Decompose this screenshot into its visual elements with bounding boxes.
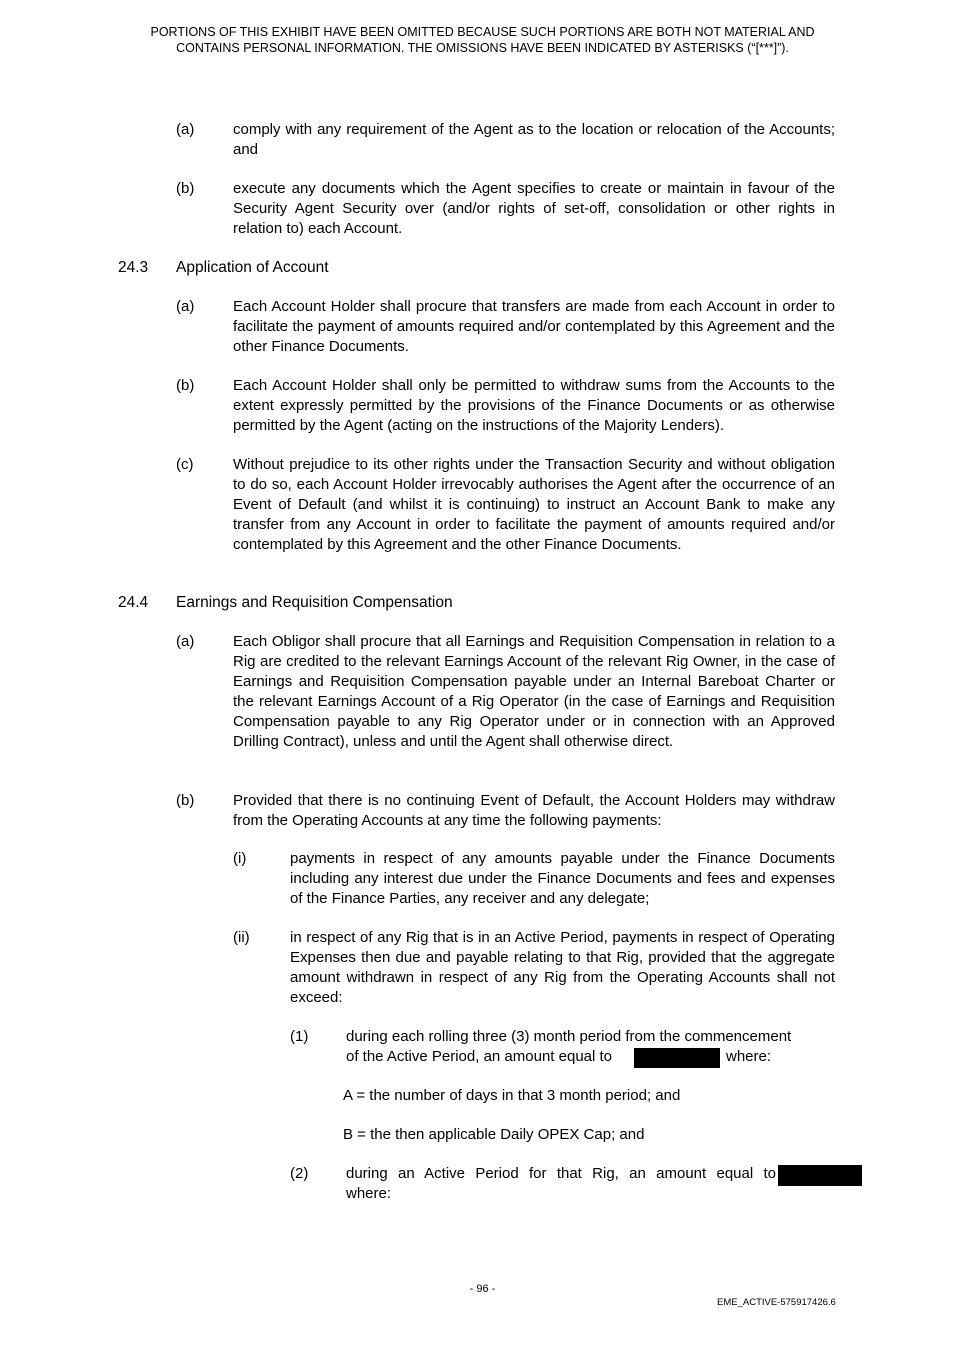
sub-clause-label: (i)	[233, 850, 247, 867]
definition-line: B = the then applicable Daily OPEX Cap; and	[343, 1126, 645, 1143]
header-line-2: CONTAINS PERSONAL INFORMATION. THE OMISSIONS HAVE BEEN INDICATED BY ASTERISKS (“[***]”).	[176, 41, 789, 55]
sub-clause-text: payments in respect of any amounts payable under the Finance Documents including any interest due under the Finance Documents and fees and expenses of the Finance Parties, any receiver and any delegate;	[290, 850, 835, 907]
redaction-box	[778, 1165, 862, 1186]
page-number: - 96 -	[469, 1283, 496, 1295]
paragraph-line: of the Active Period, an amount equal to	[346, 1048, 613, 1065]
section-title: Earnings and Requisition Compensation	[176, 594, 453, 611]
paragraph-line: where:	[346, 1185, 392, 1202]
section-title: Application of Account	[176, 259, 329, 276]
redaction-box	[634, 1048, 720, 1068]
confidentiality-header	[0, 24, 965, 56]
clause-label: (a)	[176, 121, 195, 138]
clause-label: (b)	[176, 792, 195, 809]
clause-text: Without prejudice to its other rights under the Transaction Security and without obligation to do so, each Account Holder irrevocably authorises the Agent after the occurrence of an Event of Default (and whilst it is continuing) to instruct an Account Bank to make any transfer from any Account in order to facilitate the payment of amounts required and/or contemplated by this Agreement and the other Finance Documents.	[233, 456, 835, 553]
sub-clause-label: (ii)	[233, 929, 250, 946]
clause-text: Provided that there is no continuing Event of Default, the Account Holders may withdraw from the Operating Accounts at any time the following payments:	[233, 792, 835, 829]
clause-label: (c)	[176, 456, 194, 473]
paragraph-line: during each rolling three (3) month period from the commencement	[346, 1028, 792, 1045]
sub-clause-text: in respect of any Rig that is in an Active Period, payments in respect of Operating Expenses then due and payable relating to that Rig, provided that the aggregate amount withdrawn in respect of any Rig from the Operating Accounts shall not exceed:	[290, 929, 835, 1006]
document-reference: EME_ACTIVE-575917426.6	[717, 1297, 836, 1308]
clause-text: Each Obligor shall procure that all Earnings and Requisition Compensation in relation to a Rig are credited to the relevant Earnings Account of the relevant Rig Owner, in the case of Earnings and Requisition Compensation payable under an Internal Bareboat Charter or the relevant Earnings Account of a Rig Operator (in the case of Earnings and Requisition Compensation payable to any Rig Operator under or in connection with an Approved Drilling Contract), unless and until the Agent shall otherwise direct.	[233, 633, 835, 750]
paragraph-label: (1)	[290, 1028, 309, 1045]
paragraph-label: (2)	[290, 1165, 309, 1182]
clause-text: execute any documents which the Agent specifies to create or maintain in favour of the Security Agent Security over (and/or rights of set-off, consolidation or other rights in relation to) each Account.	[233, 180, 835, 237]
clause-label: (b)	[176, 180, 195, 197]
clause-label: (a)	[176, 633, 195, 650]
clause-text: comply with any requirement of the Agent as to the location or relocation of the Accounts; and	[233, 121, 835, 158]
header-line-1: PORTIONS OF THIS EXHIBIT HAVE BEEN OMITTED BECAUSE SUCH PORTIONS ARE BOTH NOT MATERIAL AND	[150, 25, 815, 39]
clause-label: (a)	[176, 298, 195, 315]
section-number: 24.4	[118, 594, 149, 611]
section-number: 24.3	[118, 259, 149, 276]
clause-label: (b)	[176, 377, 195, 394]
paragraph-line: where:	[726, 1048, 772, 1065]
definition-line: A = the number of days in that 3 month period; and	[343, 1087, 681, 1104]
clause-text: Each Account Holder shall procure that transfers are made from each Account in order to facilitate the payment of amounts required and/or contemplated by this Agreement and the other Finance Documents.	[233, 298, 835, 355]
clause-text: Each Account Holder shall only be permitted to withdraw sums from the Accounts to the extent expressly permitted by the provisions of the Finance Documents or as otherwise permitted by the Agent (acting on the instructions of the Majority Lenders).	[233, 377, 835, 434]
paragraph-line: during an Active Period for that Rig, an amount equal to	[346, 1165, 776, 1182]
